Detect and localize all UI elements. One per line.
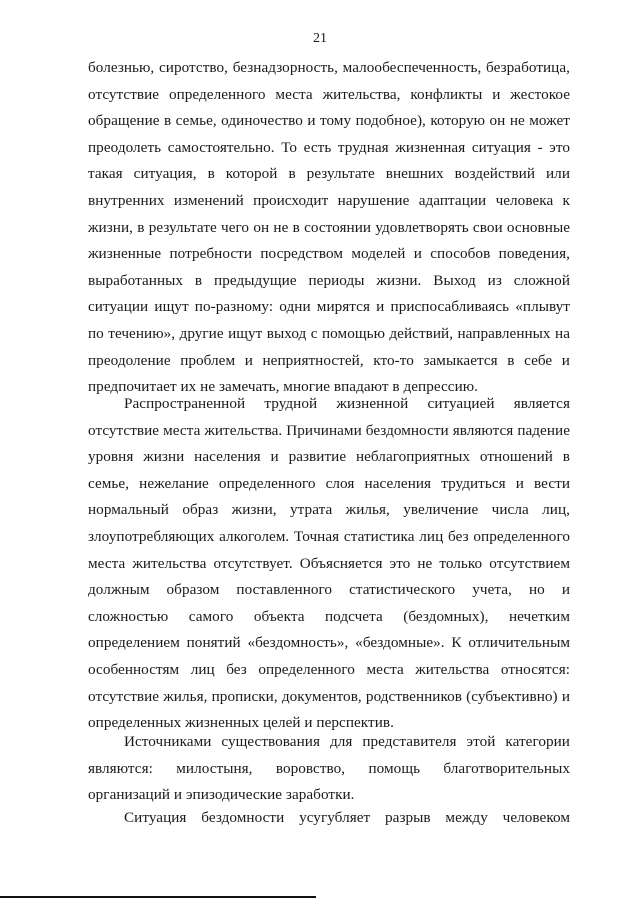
page-number: 21 bbox=[313, 31, 327, 46]
footer-rule bbox=[0, 896, 316, 898]
paragraph-continued: болезнью, сиротство, безнадзорность, малообеспеченность, безработица, отсутствие определенного места жительства, конфликты и жестокое обращение в семье, одиночество и тому подобное), которую он не может преодолеть самостоятельно. То есть трудная жизненная ситуация - это такая ситуация, в которой в результате внешних воздействий или внутренних изменений происходит нарушение адаптации человека к жизни, в результате чего он не в состоянии удовлетворять свои основные жизненные потребности посредством моделей и способов поведения, выработанных в предыдущие периоды жизни. Выход из сложной ситуации ищут по-разному: одни мирятся и приспосабливаясь «плывут по течению», другие ищут выход с помощью действий, направленных на преодоление проблем и неприятностей, кто-то замыкается в себе и предпочитает их не замечать, многие впадают в депрессию. bbox=[88, 59, 570, 396]
paragraph-sources-of-living: Источниками существования для представителя этой категории являются: милостыня, воровство, помощь благотворительных организаций и эпизодические заработки. bbox=[88, 733, 570, 804]
paragraph-situation-start: Ситуация бездомности усугубляет разрыв между человеком bbox=[124, 809, 570, 826]
paragraph-homelessness: Распространенной трудной жизненной ситуацией является отсутствие места жительства. Причинами бездомности являются падение уровня жизни населения и развитие неблагоприятных отношений в семье, нежелание определенного слоя населения трудиться и вести нормальный образ жизни, утрата жилья, увеличение числа лиц, злоупотребляющих алкоголем. Точная статистика лиц без определенного места жительства отсутствует. Объясняется это не только отсутствием должным образом поставленного статистического учета, но и сложностью самого объекта подсчета (бездомных), нечетким определением понятий «бездомность», «бездомные». К отличительным особенностям лиц без определенного места жительства относятся: отсутствие жилья, прописки, документов, родственников (субъективно) и определенных жизненных целей и перспектив. bbox=[88, 395, 570, 732]
